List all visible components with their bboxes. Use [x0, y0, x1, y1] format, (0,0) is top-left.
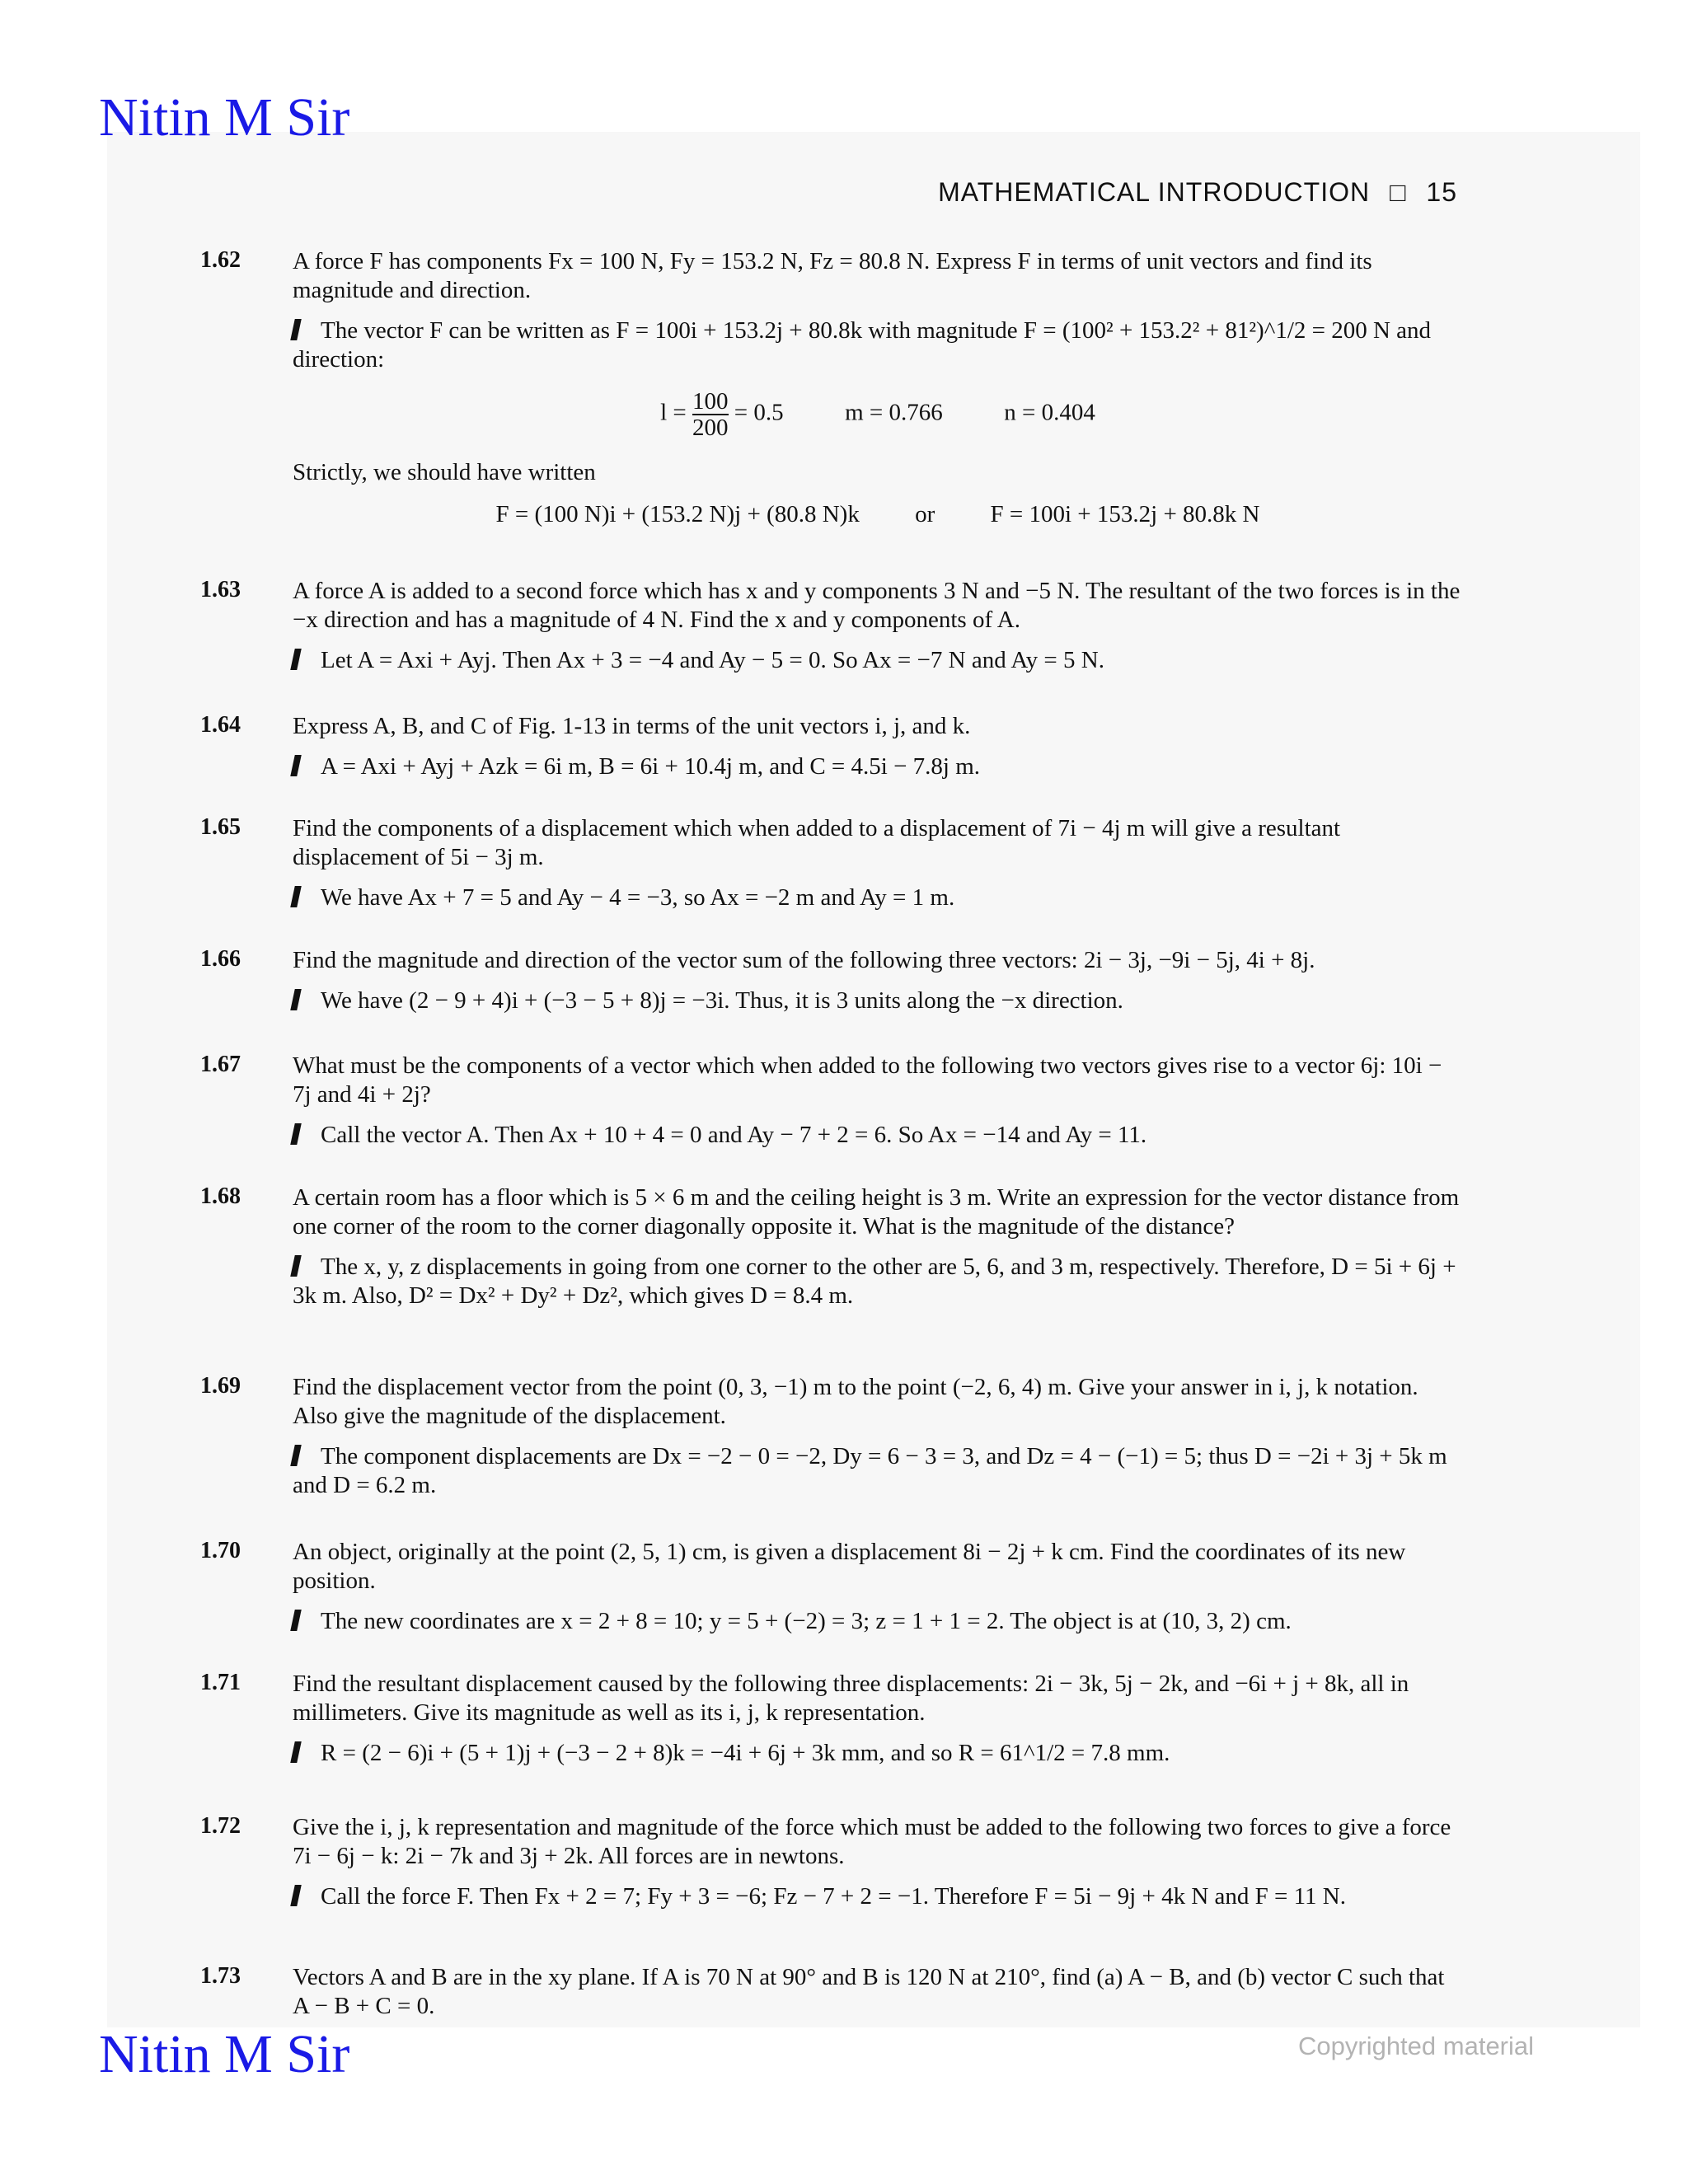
answer-marker-icon [290, 649, 302, 670]
vector-equation: F = (100 N)i + (153.2 N)j + (80.8 N)k or F = 100i + 153.2j + 80.8k N [495, 501, 1260, 527]
problem-1-67 [202, 1052, 1463, 1150]
watermark-top: Nitin M Sir [99, 87, 350, 148]
problem-question: Give the i, j, k representation and magnitude of the force which must be added to the following two forces to give a force 7i − 6j − k: 2i − 7k and 3j + 2k. All forces are in newtons. [293, 1814, 1451, 1869]
problem-number: 1.67 [200, 1052, 241, 1077]
problem-answer: R = (2 − 6)i + (5 + 1)j + (−3 − 2 + 8)k = −4i + 6j + 3k mm, and so R = 61^1/2 = 7.8 mm. [293, 1739, 1463, 1768]
problem-question: Find the displacement vector from the point (0, 3, −1) m to the point (−2, 6, 4) m. Give your answer in i, j, k notation. Also give the magnitude of the displacement. [293, 1374, 1418, 1429]
answer-marker-icon [290, 1255, 302, 1277]
problem-question: A force A is added to a second force which has x and y components 3 N and −5 N. The resultant of the two forces is in the −x direction and has a magnitude of 4 N. Find the x and y components of A. [293, 578, 1461, 633]
problem-1-70 [202, 1538, 1463, 1636]
problem-1-69 [202, 1373, 1463, 1500]
problem-1-65 [202, 814, 1463, 912]
direction-cosine-m: m = 0.766 [845, 399, 943, 426]
problem-answer: The new coordinates are x = 2 + 8 = 10; y = 5 + (−2) = 3; z = 1 + 1 = 2. The object is at (10, 3, 2) cm. [293, 1607, 1463, 1636]
problem-number: 1.72 [200, 1813, 241, 1839]
problem-1-73 [202, 1963, 1463, 2032]
running-header [938, 177, 1457, 208]
problem-answer: The vector F can be written as F = 100i + 153.2j + 80.8k with magnitude F = (100² + 153.2² + 81²)^1/2 = 200 N and direction: [293, 316, 1463, 374]
problem-1-63 [202, 577, 1463, 675]
problem-answer: Call the force F. Then Fx + 2 = 7; Fy + 3 = −6; Fz − 7 + 2 = −1. Therefore F = 5i − 9j + 4k N and F = 11 N. [293, 1882, 1463, 1911]
problem-answer: A = Axi + Ayj + Azk = 6i m, B = 6i + 10.4j m, and C = 4.5i − 7.8j m. [293, 752, 1463, 781]
direction-cosine-n: n = 0.404 [1004, 399, 1095, 426]
answer-marker-icon [290, 1445, 302, 1466]
problem-answer: Let A = Axi + Ayj. Then Ax + 3 = −4 and Ay − 5 = 0. So Ax = −7 N and Ay = 5 N. [293, 646, 1463, 675]
problem-answer: The component displacements are Dx = −2 − 0 = −2, Dy = 6 − 3 = 3, and Dz = 4 − (−1) = 5; thus D = −2i + 3j + 5k m and D = 6.2 m. [293, 1442, 1463, 1500]
problem-answer: Call the vector A. Then Ax + 10 + 4 = 0 and Ay − 7 + 2 = 6. So Ax = −14 and Ay = 11. [293, 1121, 1463, 1150]
problem-question: An object, originally at the point (2, 5, 1) cm, is given a displacement 8i − 2j + k cm. Find the coordinates of its new position. [293, 1539, 1406, 1594]
problem-1-68 [202, 1183, 1463, 1310]
problem-number: 1.62 [200, 247, 241, 273]
problem-question: A certain room has a floor which is 5 × 6 m and the ceiling height is 3 m. Write an expression for the vector distance from one corner of the room to the corner diagonally opposite it. What is the magnitude of the distance? [293, 1184, 1460, 1240]
page-number: 15 [1426, 177, 1457, 207]
problem-number: 1.66 [200, 946, 241, 972]
problem-1-72 [202, 1813, 1463, 1911]
problem-number: 1.70 [200, 1538, 241, 1563]
problem-question: What must be the components of a vector which when added to the following two vectors gives rise to a vector 6j: 10i − 7j and 4i + 2j? [293, 1052, 1442, 1108]
problem-question: Find the resultant displacement caused by the following three displacements: 2i − 3k, 5j − 2k, and −6i + j + 8k, all in millimeters. Give its magnitude as well as its i, j, k representation. [293, 1671, 1409, 1726]
direction-cosines: l = $\frac{100}{200}$ = 0.5 m = 0.766 n = 0.404 [660, 388, 1095, 441]
problem-number: 1.63 [200, 577, 241, 602]
problem-answer: The x, y, z displacements in going from one corner to the other are 5, 6, and 3 m, respectively. Therefore, D = 5i + 6j + 3k m. Also, D² = Dx² + Dy² + Dz², which gives D = 8.4 m. [293, 1253, 1463, 1310]
answer-marker-icon [290, 1610, 302, 1631]
problem-question: A force F has components Fx = 100 N, Fy = 153.2 N, Fz = 80.8 N. Express F in terms of unit vectors and find its magnitude and direction. [293, 248, 1372, 303]
problem-1-71 [202, 1670, 1463, 1768]
answer-marker-icon [290, 1885, 302, 1906]
problem-question: Express A, B, and C of Fig. 1-13 in terms of the unit vectors i, j, and k. [293, 713, 971, 739]
strictly-text: Strictly, we should have written [293, 459, 596, 485]
problem-number: 1.71 [200, 1670, 241, 1695]
problem-question: Find the magnitude and direction of the vector sum of the following three vectors: 2i − 3j, −9i − 5j, 4i + 8j. [293, 947, 1315, 973]
watermark-bottom: Nitin M Sir [99, 2024, 350, 2084]
problem-1-66 [202, 946, 1463, 1015]
problem-question: Find the components of a displacement which when added to a displacement of 7i − 4j m will give a resultant displacement of 5i − 3j m. [293, 815, 1341, 870]
answer-marker-icon [290, 989, 302, 1010]
fraction: $\frac{100}{200}$ [692, 388, 729, 441]
copyright-notice: Copyrighted material [1298, 2032, 1535, 2060]
problem-number: 1.69 [200, 1373, 241, 1399]
problem-number: 1.65 [200, 814, 241, 840]
header-separator-glyph: □ [1390, 177, 1407, 207]
problem-1-62 [202, 247, 1463, 542]
problem-answer: We have (2 − 9 + 4)i + (−3 − 5 + 8)j = −3i. Thus, it is 3 units along the −x direction. [293, 987, 1463, 1015]
problem-question: Vectors A and B are in the xy plane. If A is 70 N at 90° and B is 120 N at 210°, find (a) A − B, and (b) vector C such that A − B + C = 0. [293, 1964, 1445, 2019]
problem-answer: We have Ax + 7 = 5 and Ay − 4 = −3, so Ax = −2 m and Ay = 1 m. [293, 883, 1463, 912]
problem-number: 1.64 [200, 712, 241, 738]
problem-number: 1.73 [200, 1963, 241, 1989]
problem-1-64 [202, 712, 1463, 781]
problem-number: 1.68 [200, 1183, 241, 1209]
answer-marker-icon [290, 755, 302, 776]
header-title: MATHEMATICAL INTRODUCTION [938, 177, 1371, 207]
answer-marker-icon [290, 1123, 302, 1145]
answer-marker-icon [290, 886, 302, 907]
answer-marker-icon [290, 1741, 302, 1763]
answer-marker-icon [290, 319, 302, 340]
